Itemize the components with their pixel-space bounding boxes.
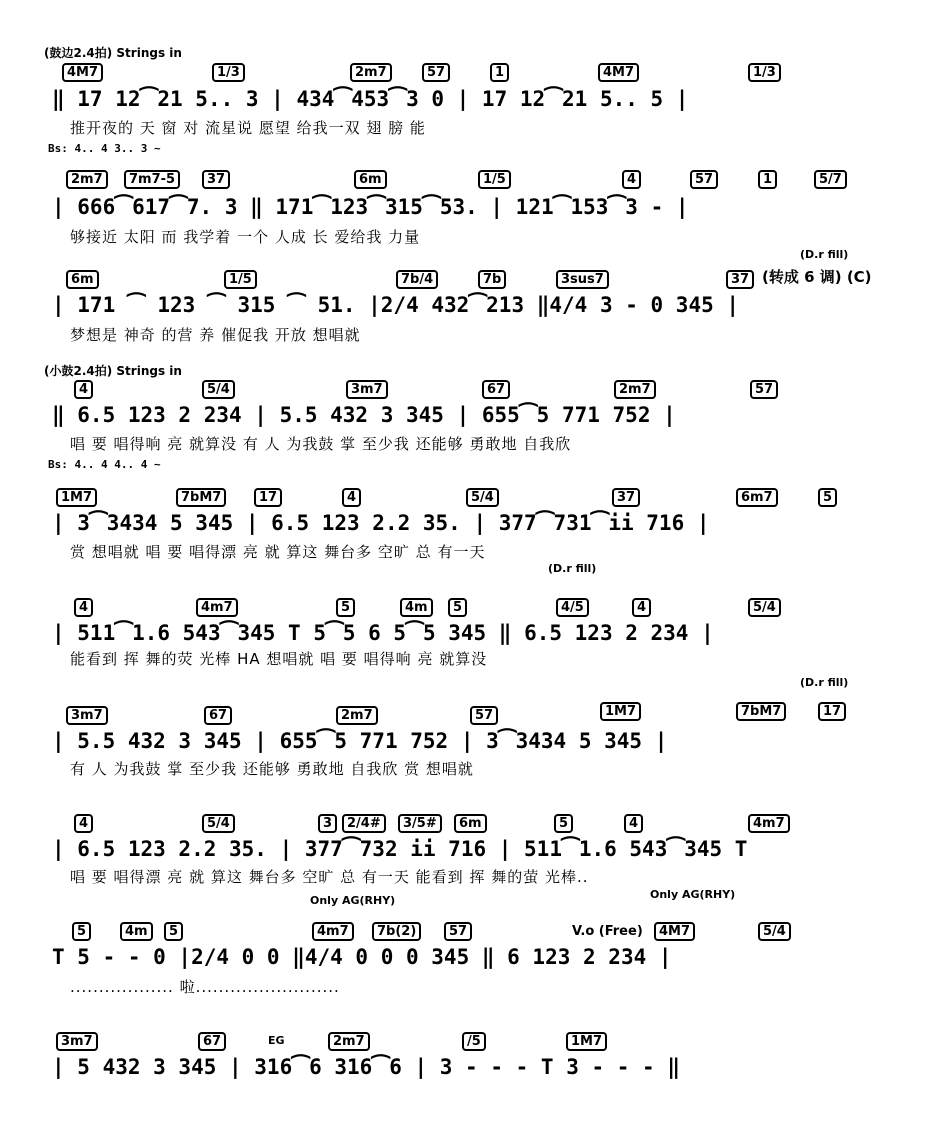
chord: 3sus7 — [556, 270, 609, 289]
chord: 7bM7 — [736, 702, 786, 721]
chord: 4 — [342, 488, 361, 507]
chord: 37 — [202, 170, 230, 189]
bass-line: Bs: 4.. 4 4.. 4 ~ — [48, 458, 161, 471]
chord: 6m7 — [736, 488, 778, 507]
chord: 57 — [422, 63, 450, 82]
chord: 57 — [444, 922, 472, 941]
vo-free-note: V.o (Free) — [572, 924, 643, 939]
chord: 1 — [490, 63, 509, 82]
notation-line: | 5.5 432 3 345 | 655⁀5 771 752 | 3⁀3434 5 345 | — [52, 729, 668, 753]
notation-line: ‖ 17 12⁀21 5.. 3 | 434⁀453⁀3 0 | 17 12⁀21 5.. 5 | — [52, 87, 689, 111]
chord: 67 — [198, 1032, 226, 1051]
chord: 4m7 — [748, 814, 790, 833]
chord: 1 — [758, 170, 777, 189]
chord: 1/5 — [478, 170, 511, 189]
chord: 4m — [120, 922, 153, 941]
notation-line: | 171 ⁀ 123 ⁀ 315 ⁀ 51. |2/4 432⁀213 ‖4/4 3 - 0 345 | — [52, 293, 740, 317]
notation-line: | 3⁀3434 5 345 | 6.5 123 2.2 35. | 377⁀731⁀ii 716 | — [52, 511, 710, 535]
key-change-note: (转成 6 调) (C) — [762, 268, 872, 286]
chord: 3m7 — [56, 1032, 98, 1051]
chord: 57 — [690, 170, 718, 189]
chord: 5/4 — [758, 922, 791, 941]
chord: 2m7 — [66, 170, 108, 189]
chord: 1/3 — [212, 63, 245, 82]
lyrics-line: 有 人 为我鼓 掌 至少我 还能够 勇敢地 自我欣 赏 想唱就 — [70, 760, 474, 778]
only-ag-note: Only AG(RHY) — [650, 888, 736, 901]
chord: 4m — [400, 598, 433, 617]
chord: 7b — [478, 270, 506, 289]
chord: 4m7 — [312, 922, 354, 941]
chord: 2m7 — [614, 380, 656, 399]
lyrics-line: 梦想是 神奇 的营 养 催促我 开放 想唱就 — [70, 326, 361, 344]
notation-line: ‖ 6.5 123 2 234 | 5.5 432 3 345 | 655⁀5 771 752 | — [52, 403, 676, 427]
lyrics-line: 唱 要 唱得漂 亮 就 算这 舞台多 空旷 总 有一天 能看到 挥 舞的萤 光棒.. — [70, 868, 589, 886]
chord: 6m — [454, 814, 487, 833]
chord: 3 — [318, 814, 337, 833]
chord: 1M7 — [56, 488, 97, 507]
chord: 5 — [818, 488, 837, 507]
chord: 37 — [726, 270, 754, 289]
chord: 4M7 — [654, 922, 695, 941]
drum-fill-note: (D.r fill) — [800, 676, 849, 689]
drum-fill-note: (D.r fill) — [800, 248, 849, 261]
lyrics-line: 推开夜的 天 窗 对 流星说 愿望 给我一双 翅 膀 能 — [70, 119, 426, 137]
chord: 1M7 — [600, 702, 641, 721]
chord: 7m7-5 — [124, 170, 180, 189]
chord: 4m7 — [196, 598, 238, 617]
section-note: (小鼓2.4拍) Strings in — [44, 364, 182, 378]
chord: 1M7 — [566, 1032, 607, 1051]
chord: 2m7 — [336, 706, 378, 725]
chord: 4 — [622, 170, 641, 189]
chord: 5 — [164, 922, 183, 941]
chord: 57 — [750, 380, 778, 399]
chord: 4 — [624, 814, 643, 833]
chord: 3m7 — [66, 706, 108, 725]
chord: 5 — [448, 598, 467, 617]
chord: 3/5# — [398, 814, 442, 833]
notation-line: | 666⁀617⁀7. 3 ‖ 171⁀123⁀315⁀53. | 121⁀153⁀3 - | — [52, 195, 689, 219]
notation-line: | 6.5 123 2.2 35. | 377⁀732 ii 716 | 511⁀1.6 543⁀345 T — [52, 837, 748, 861]
chord: 5 — [554, 814, 573, 833]
chord: 67 — [204, 706, 232, 725]
chord: 5 — [72, 922, 91, 941]
chord: 37 — [612, 488, 640, 507]
chord: 4 — [632, 598, 651, 617]
intro-note: (鼓边2.4拍) Strings in — [44, 46, 182, 60]
chord: /5 — [462, 1032, 486, 1051]
chord: 6m — [354, 170, 387, 189]
chord: 7b/4 — [396, 270, 438, 289]
chord: 2m7 — [350, 63, 392, 82]
chord: 4 — [74, 380, 93, 399]
chord: 1/3 — [748, 63, 781, 82]
chord: 6m — [66, 270, 99, 289]
chord: 7bM7 — [176, 488, 226, 507]
chord: 67 — [482, 380, 510, 399]
bass-line: Bs: 4.. 4 3.. 3 ~ — [48, 142, 161, 155]
chord: 2/4# — [342, 814, 386, 833]
chord: 2m7 — [328, 1032, 370, 1051]
chord: 57 — [470, 706, 498, 725]
lyrics-line: 够接近 太阳 而 我学着 一个 人成 长 爱给我 力量 — [70, 228, 421, 246]
chord: 5/4 — [202, 814, 235, 833]
eg-note: EG — [268, 1034, 285, 1047]
chord: 17 — [818, 702, 846, 721]
lyrics-line: 唱 要 唱得响 亮 就算没 有 人 为我鼓 掌 至少我 还能够 勇敢地 自我欣 — [70, 435, 572, 453]
chord: 5 — [336, 598, 355, 617]
chord: 5/4 — [748, 598, 781, 617]
lyrics-line: .................. 啦......................... — [70, 978, 340, 996]
chord: 4M7 — [598, 63, 639, 82]
chord: 3m7 — [346, 380, 388, 399]
chord: 7b(2) — [372, 922, 421, 941]
only-ag-note: Only AG(RHY) — [310, 894, 396, 907]
chord: 4 — [74, 814, 93, 833]
chord: 4M7 — [62, 63, 103, 82]
notation-line: T 5 - - 0 |2/4 0 0 ‖4/4 0 0 0 345 ‖ 6 123 2 234 | — [52, 945, 672, 969]
notation-line: | 511⁀1.6 543⁀345 T 5⁀5 6 5⁀5 345 ‖ 6.5 123 2 234 | — [52, 621, 714, 645]
chord: 4/5 — [556, 598, 589, 617]
chord: 1/5 — [224, 270, 257, 289]
chord: 5/4 — [202, 380, 235, 399]
chord: 4 — [74, 598, 93, 617]
chord: 5/4 — [466, 488, 499, 507]
chord: 17 — [254, 488, 282, 507]
lyrics-line: 赏 想唱就 唱 要 唱得漂 亮 就 算这 舞台多 空旷 总 有一天 — [70, 543, 486, 561]
notation-line: | 5 432 3 345 | 316⁀6 316⁀6 | 3 - - - T 3 - - - ‖ — [52, 1055, 680, 1079]
lyrics-line: 能看到 挥 舞的荧 光棒 HA 想唱就 唱 要 唱得响 亮 就算没 — [70, 650, 488, 668]
chord: 5/7 — [814, 170, 847, 189]
drum-fill-note: (D.r fill) — [548, 562, 597, 575]
